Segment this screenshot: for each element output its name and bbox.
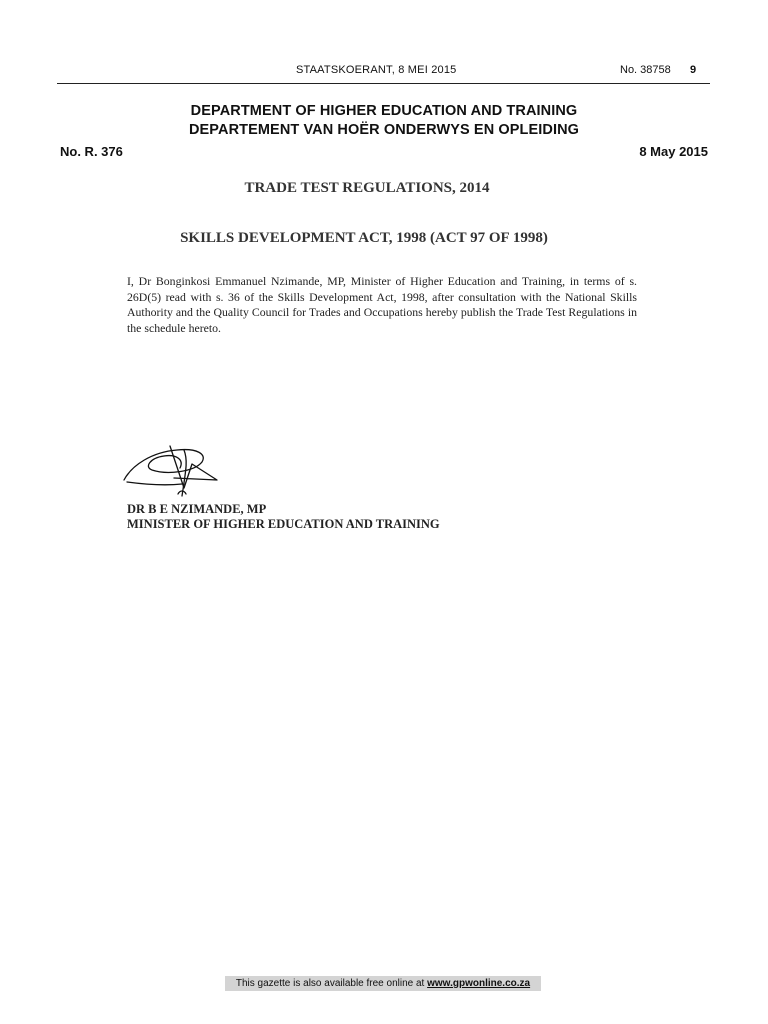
act-title: SKILLS DEVELOPMENT ACT, 1998 (ACT 97 OF 1998) <box>180 230 548 246</box>
department-english: DEPARTMENT OF HIGHER EDUCATION AND TRAINING <box>190 103 578 119</box>
gazette-date: STAATSKOERANT, 8 MEI 2015 <box>296 64 457 76</box>
department-afrikaans: DEPARTEMENT VAN HOËR ONDERWYS EN OPLEIDING <box>188 122 580 138</box>
page-number: 9 <box>690 64 697 76</box>
preamble-paragraph: I, Dr Bonginkosi Emmanuel Nzimande, MP, Minister of Higher Education and Training, in terms of s. 26D(5) read with s. 36 of the Skills Development Act, 1998, after consultation with the National Skills Authority and the Quality Council for Trades and Occupations hereby publish the Trade Test Regulations in the schedule hereto. <box>127 274 637 335</box>
footer-text: This gazette is also available free online at <box>235 978 425 989</box>
footer-link[interactable]: www.gpwonline.co.za <box>427 978 531 989</box>
signature-icon <box>122 440 242 500</box>
header-rule <box>57 83 710 84</box>
signatory-title: MINISTER OF HIGHER EDUCATION AND TRAINING <box>127 517 440 531</box>
gazette-number: No. 38758 <box>620 64 671 76</box>
running-header <box>0 64 768 82</box>
notice-date: 8 May 2015 <box>639 144 708 159</box>
regulations-title: TRADE TEST REGULATIONS, 2014 <box>244 180 490 196</box>
notice-number: No. R. 376 <box>60 144 123 159</box>
footer-banner <box>225 976 541 991</box>
signatory-name: DR B E NZIMANDE, MP <box>127 502 267 516</box>
